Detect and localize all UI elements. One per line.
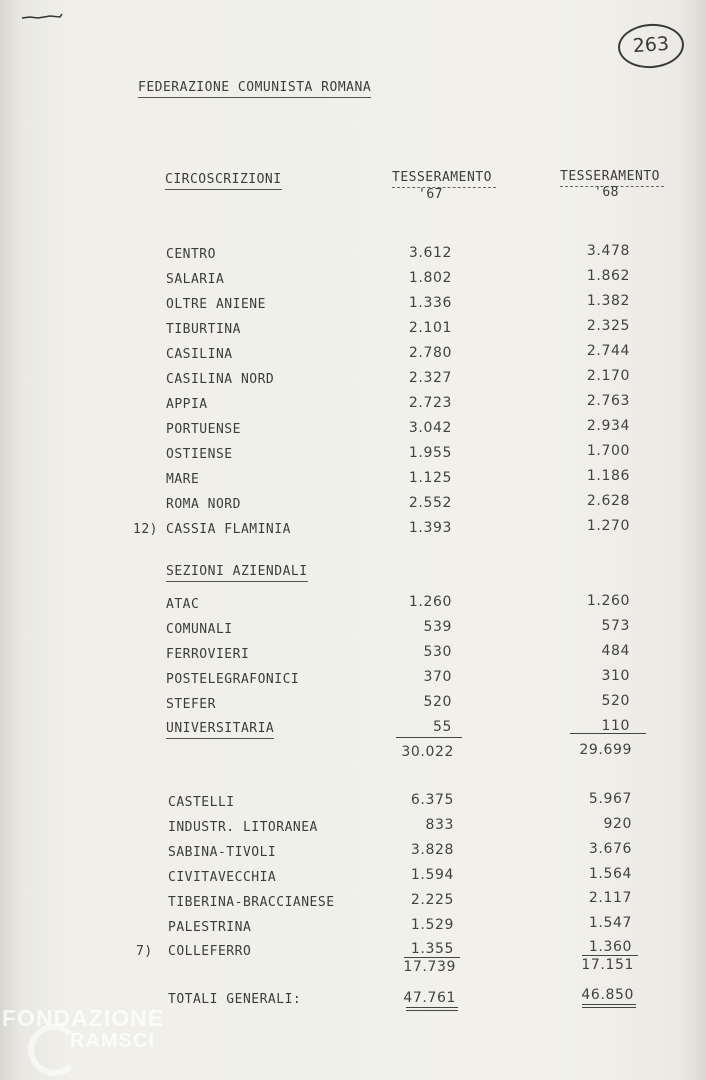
row-value-67: 833 bbox=[425, 817, 454, 833]
row-name: CASTELLI bbox=[168, 795, 235, 810]
watermark-text: FONDAZIONE bbox=[2, 1005, 165, 1031]
total-rule-67-b bbox=[406, 1010, 458, 1011]
row-name: CENTRO bbox=[166, 247, 216, 262]
sum-rule-68-b bbox=[582, 955, 638, 956]
row-name: FERROVIERI bbox=[166, 647, 250, 662]
row-value-68: 2.170 bbox=[586, 368, 630, 384]
row-value-68: 1.862 bbox=[586, 268, 630, 284]
total-rule-68-a bbox=[582, 1004, 636, 1005]
row-name: TIBURTINA bbox=[166, 322, 241, 337]
row-value-68: 520 bbox=[601, 693, 630, 709]
sum-rule-67-b bbox=[404, 957, 460, 958]
row-value-67: 370 bbox=[423, 669, 452, 685]
sum-rule-67 bbox=[396, 737, 462, 738]
row-value-67: 2.780 bbox=[408, 345, 452, 361]
row-name: CASILINA NORD bbox=[166, 372, 275, 387]
row-name: CIVITAVECCHIA bbox=[168, 870, 277, 885]
row-value-67: 3.042 bbox=[408, 420, 452, 436]
row-value-67: 2.225 bbox=[410, 892, 454, 908]
row-value-68: 2.628 bbox=[586, 493, 630, 509]
row-value-67: 1.355 bbox=[410, 941, 454, 957]
total-rule-67-a bbox=[406, 1007, 458, 1008]
row-value-68: 1.382 bbox=[586, 293, 630, 309]
total-68: 46.850 bbox=[581, 987, 634, 1003]
row-value-67: 2.552 bbox=[408, 495, 452, 511]
page-title: FEDERAZIONE COMUNISTA ROMANA bbox=[138, 80, 371, 98]
row-value-67: 1.336 bbox=[408, 295, 452, 311]
row-value-68: 1.360 bbox=[588, 939, 632, 955]
subtotal-city-67: 30.022 bbox=[401, 744, 454, 760]
row-value-68: 573 bbox=[601, 618, 630, 634]
archive-number: 263 bbox=[617, 22, 686, 70]
row-name: INDUSTR. LITORANEA bbox=[168, 820, 318, 835]
row-value-68: 1.260 bbox=[586, 593, 630, 609]
row-name: COLLEFERRO bbox=[168, 944, 252, 959]
row-value-67: 2.327 bbox=[408, 370, 452, 386]
totals-label: TOTALI GENERALI: bbox=[168, 992, 302, 1007]
pen-mark bbox=[20, 12, 64, 22]
row-name: OLTRE ANIENE bbox=[166, 297, 266, 312]
section-title-sezioni: SEZIONI AZIENDALI bbox=[166, 564, 308, 582]
row-name: CASILINA bbox=[166, 347, 233, 362]
column-header-68-year: '68 bbox=[594, 185, 619, 200]
row-name: CASSIA FLAMINIA bbox=[166, 522, 291, 537]
row-name: APPIA bbox=[166, 397, 208, 412]
row-name: ROMA NORD bbox=[166, 497, 241, 512]
row-value-68: 484 bbox=[601, 643, 630, 659]
column-header-68-title: TESSERAMENTO bbox=[560, 169, 660, 184]
row-value-67: 1.393 bbox=[408, 520, 452, 536]
row-name: MARE bbox=[166, 472, 200, 487]
row-value-68: 3.676 bbox=[588, 841, 632, 857]
row-value-67: 55 bbox=[432, 719, 452, 735]
row-value-68: 3.478 bbox=[586, 243, 630, 259]
row-prefix: 7) bbox=[136, 944, 153, 959]
row-value-68: 5.967 bbox=[588, 791, 632, 807]
row-value-68: 1.186 bbox=[586, 468, 630, 484]
row-name: SABINA-TIVOLI bbox=[168, 845, 277, 860]
row-value-68: 310 bbox=[601, 668, 630, 684]
row-name: PORTUENSE bbox=[166, 422, 241, 437]
row-value-68: 2.934 bbox=[586, 418, 630, 434]
row-name: COMUNALI bbox=[166, 622, 233, 637]
row-value-67: 530 bbox=[423, 644, 452, 660]
column-header-67-year: '67 bbox=[418, 187, 443, 202]
row-value-68: 2.744 bbox=[586, 343, 630, 359]
sum-rule-68 bbox=[570, 733, 646, 734]
row-value-67: 1.125 bbox=[408, 470, 452, 486]
total-rule-68-b bbox=[582, 1007, 636, 1008]
row-value-67: 1.529 bbox=[410, 917, 454, 933]
row-value-68: 1.547 bbox=[588, 915, 632, 931]
row-value-67: 6.375 bbox=[410, 792, 454, 808]
header-rule-67 bbox=[392, 187, 496, 188]
row-value-68: 2.763 bbox=[586, 393, 630, 409]
subtotal-province-68: 17.151 bbox=[581, 957, 634, 973]
row-value-68: 1.270 bbox=[586, 518, 630, 534]
row-value-67: 1.955 bbox=[408, 445, 452, 461]
row-value-68: 1.564 bbox=[588, 866, 632, 882]
row-name: OSTIENSE bbox=[166, 447, 233, 462]
row-value-68: 2.117 bbox=[588, 890, 632, 906]
column-header-67-title: TESSERAMENTO bbox=[392, 170, 492, 185]
row-value-67: 1.260 bbox=[408, 594, 452, 610]
row-value-68: 2.325 bbox=[586, 318, 630, 334]
row-value-67: 3.828 bbox=[410, 842, 454, 858]
row-value-67: 539 bbox=[423, 619, 452, 635]
row-value-67: 2.101 bbox=[408, 320, 452, 336]
column-header-label: CIRCOSCRIZIONI bbox=[165, 172, 282, 190]
row-value-67: 1.594 bbox=[410, 867, 454, 883]
row-value-67: 2.723 bbox=[408, 395, 452, 411]
row-value-67: 520 bbox=[423, 694, 452, 710]
subtotal-city-68: 29.699 bbox=[579, 742, 632, 758]
row-name: PALESTRINA bbox=[168, 920, 252, 935]
row-value-68: 110 bbox=[601, 718, 630, 734]
row-name: ATAC bbox=[166, 597, 200, 612]
row-value-68: 1.700 bbox=[586, 443, 630, 459]
row-name: SALARIA bbox=[166, 272, 225, 287]
row-name: POSTELEGRAFONICI bbox=[166, 672, 300, 687]
row-value-67: 3.612 bbox=[408, 245, 452, 261]
row-value-68: 920 bbox=[603, 816, 632, 832]
watermark-text-2: RAMSCI bbox=[70, 1030, 155, 1052]
row-name: TIBERINA-BRACCIANESE bbox=[168, 895, 335, 910]
row-name: UNIVERSITARIA bbox=[166, 721, 274, 739]
total-67: 47.761 bbox=[403, 990, 456, 1006]
row-name: STEFER bbox=[166, 697, 216, 712]
row-prefix: 12) bbox=[133, 522, 158, 537]
subtotal-province-67: 17.739 bbox=[403, 959, 456, 975]
row-value-67: 1.802 bbox=[408, 270, 452, 286]
